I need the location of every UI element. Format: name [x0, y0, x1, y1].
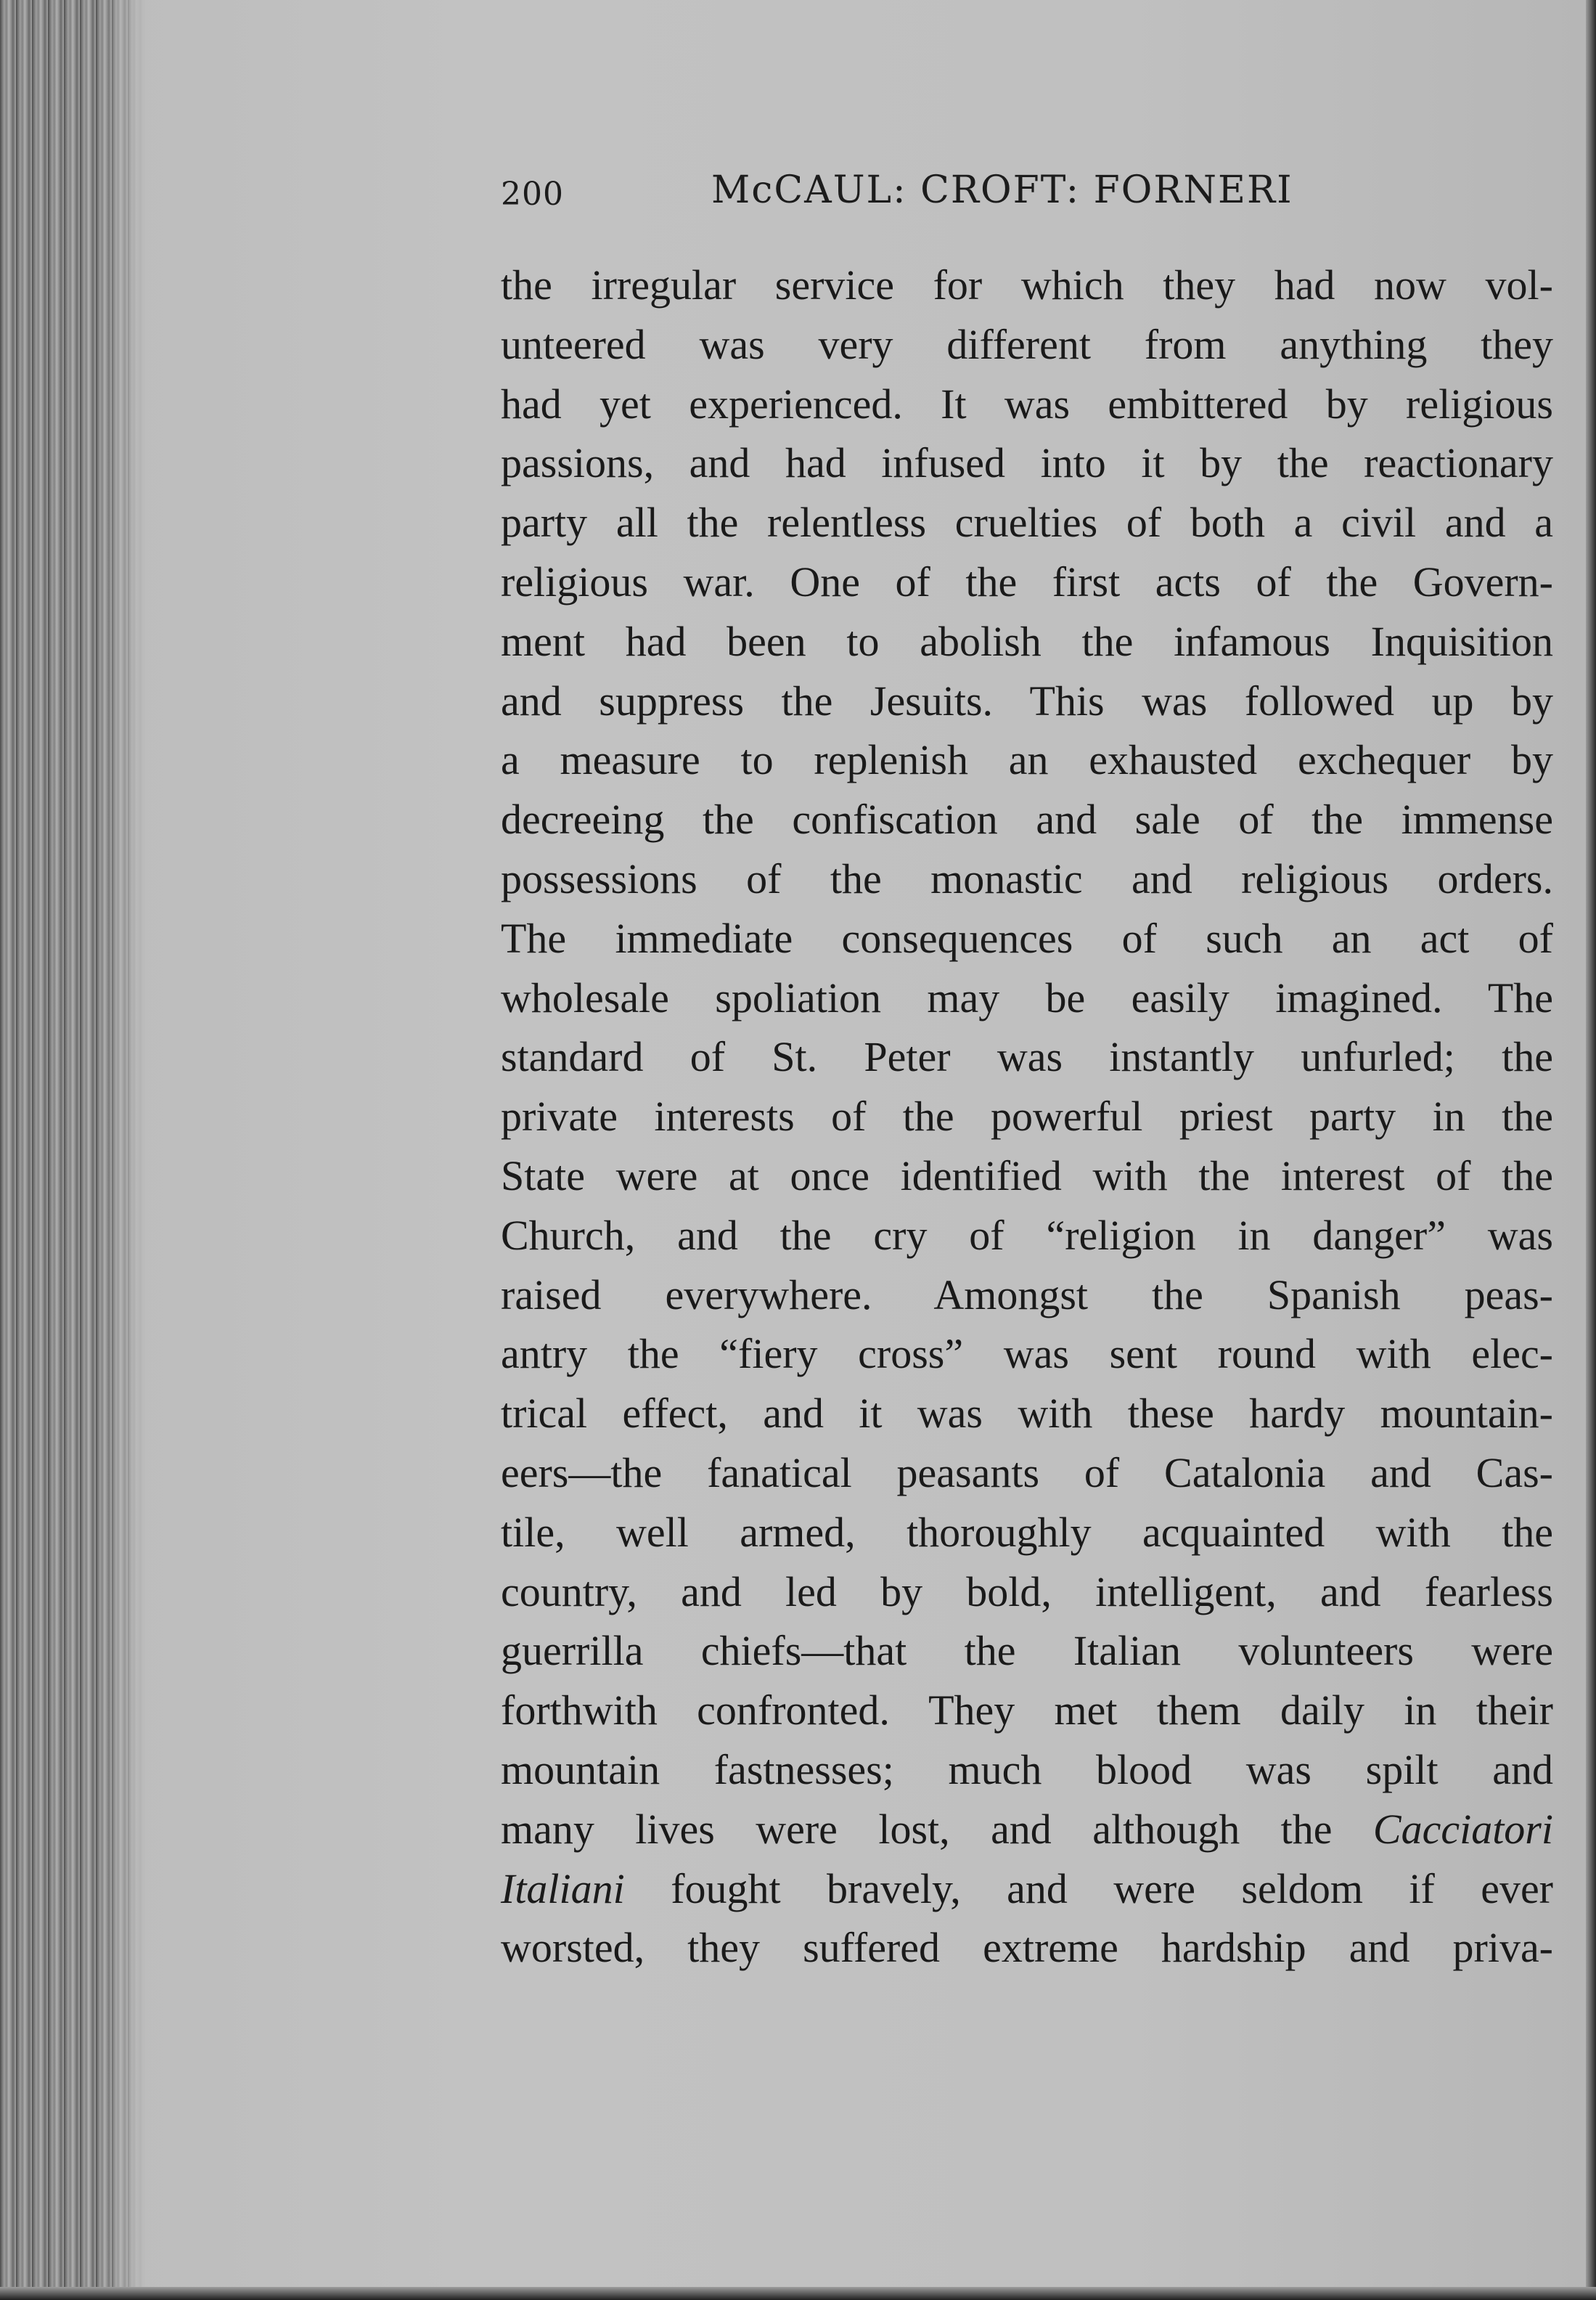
text-line: antry the “fiery cross” was sent round with elec- — [501, 1330, 1553, 1378]
text-line — [501, 1800, 1553, 1859]
text-line: eers—the fanatical peasants of Catalonia and Cas- — [501, 1448, 1553, 1496]
text-line: tile, well armed, thoroughly acquainted with the — [501, 1508, 1553, 1556]
text-line: worsted, they suffered extreme hardship and priva- — [501, 1924, 1553, 1972]
text-line: country, and led by bold, intelligent, and fearless — [501, 1567, 1553, 1615]
text-line: guerrilla chiefs—that the Italian volunteers were — [501, 1627, 1553, 1675]
body-text — [501, 256, 1553, 1978]
text-line: raised everywhere. Amongst the Spanish peas- — [501, 1271, 1553, 1318]
page-number: 200 — [501, 176, 564, 213]
text-line: decreeing the confiscation and sale of the immense — [501, 796, 1553, 844]
book-binding-edge — [0, 0, 145, 2300]
text-line: mountain fastnesses; much blood was spilt and — [501, 1745, 1553, 1793]
text-line: wholesale spoliation may be easily imagined. The — [501, 974, 1553, 1021]
text-line: the irregular service for which they had now vol- — [501, 261, 1553, 309]
italic-term: Italiani — [501, 1864, 625, 1912]
text-line: and suppress the Jesuits. This was followed up by — [501, 677, 1553, 725]
text-line: passions, and had infused into it by the reactionary — [501, 439, 1553, 487]
running-head: McCAUL: CROFT: FORNERI — [711, 168, 1293, 212]
text-line: a measure to replenish an exhausted exchequer by — [501, 736, 1553, 784]
text-line: The immediate consequences of such an act of — [501, 914, 1553, 962]
page-header — [501, 168, 1560, 227]
text-line: unteered was very different from anything they — [501, 320, 1553, 368]
text-line: ment had been to abolish the infamous Inquisition — [501, 617, 1553, 665]
text-line — [501, 1859, 1553, 1919]
italic-term: Cacciatori — [1372, 1805, 1553, 1853]
text-line: trical effect, and it was with these hardy mountain- — [501, 1390, 1553, 1438]
text-line-segment: many lives were lost, and although the — [501, 1805, 1333, 1853]
text-line-segment: fought bravely, and were seldom if ever — [671, 1864, 1554, 1912]
text-line: standard of St. Peter was instantly unfurled; the — [501, 1033, 1553, 1081]
text-line: Church, and the cry of “religion in danger” was — [501, 1211, 1553, 1259]
text-line: private interests of the powerful priest party in the — [501, 1093, 1553, 1141]
text-line: possessions of the monastic and religious orders. — [501, 855, 1553, 902]
text-line: State were at once identified with the interest of the — [501, 1151, 1553, 1199]
text-line: religious war. One of the first acts of the Govern- — [501, 558, 1553, 605]
page-right-edge — [1586, 0, 1596, 2300]
text-line: had yet experienced. It was embittered by religious — [501, 380, 1553, 428]
page-bottom-edge — [0, 2287, 1596, 2300]
text-line: party all the relentless cruelties of both a civil and a — [501, 499, 1553, 547]
text-line: forthwith confronted. They met them daily in their — [501, 1687, 1553, 1734]
